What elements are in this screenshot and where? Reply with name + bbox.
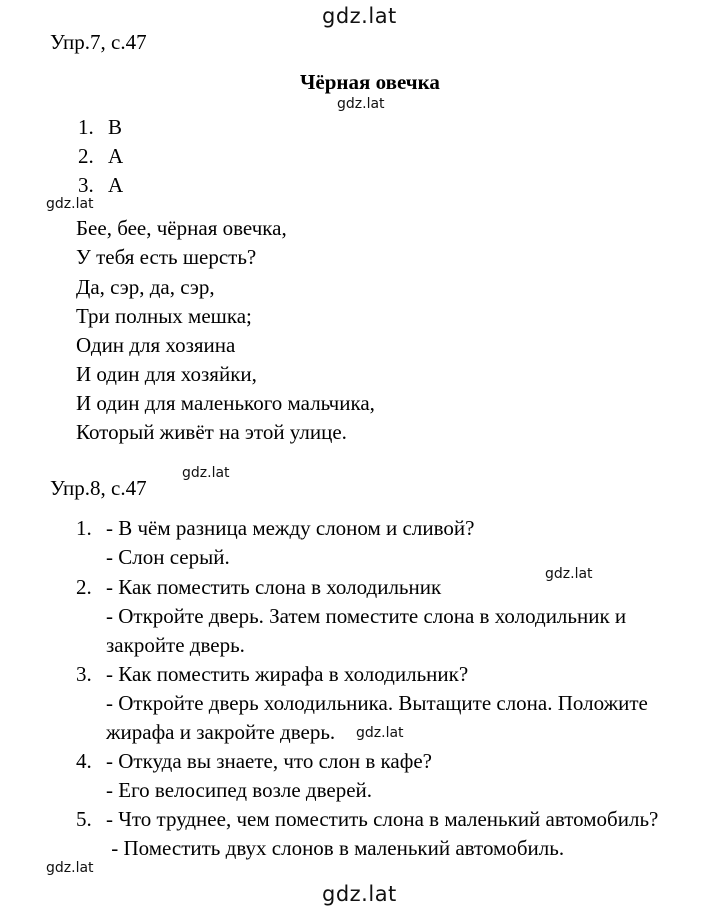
exercise-7-heading: Упр.7, с.47 (50, 30, 147, 54)
poem-line: У тебя есть шерсть? (76, 245, 257, 269)
poem-line: Три полных мешка; (76, 304, 252, 328)
dialog-question: 3. - Как поместить жирафа в холодильник? (76, 662, 469, 686)
dialog-answer: - Его велосипед возле дверей. (106, 778, 373, 802)
dialog-question: 4. - Откуда вы знаете, что слон в кафе? (76, 749, 432, 773)
watermark: gdz.lat (46, 196, 94, 212)
watermark: gdz.lat (545, 566, 593, 582)
watermark: gdz.lat (337, 96, 385, 112)
watermark: gdz.lat (182, 465, 230, 481)
dialog-answer: закройте дверь. (106, 633, 245, 657)
poem-line: Бее, бее, чёрная овечка, (76, 216, 287, 240)
watermark-bottom: gdz.lat (322, 882, 397, 906)
dialog-answer: - Поместить двух слонов в маленький автомобиль. (106, 836, 565, 860)
poem-title: Чёрная овечка (300, 70, 440, 94)
poem-line: И один для маленького мальчика, (76, 391, 375, 415)
poem-line: Который живёт на этой улице. (76, 420, 347, 444)
dialog-answer: - Откройте дверь холодильника. Вытащите слона. Положите (106, 691, 648, 715)
dialog-question: 5. - Что труднее, чем поместить слона в маленький автомобиль? (76, 807, 659, 831)
dialog-answer: - Слон серый. (106, 545, 230, 569)
answer-item: 3. A (78, 173, 124, 197)
exercise-8-heading: Упр.8, с.47 (50, 476, 147, 500)
answer-item: 1. B (78, 115, 123, 139)
dialog-answer: - Откройте дверь. Затем поместите слона в холодильник и (106, 604, 627, 628)
dialog-question: 2. - Как поместить слона в холодильник (76, 575, 442, 599)
watermark-top: gdz.lat (322, 4, 397, 28)
answer-item: 2. A (78, 144, 124, 168)
poem-line: Да, сэр, да, сэр, (76, 275, 215, 299)
poem-line: Один для хозяина (76, 333, 236, 357)
dialog-answer: жирафа и закройте дверь. (106, 720, 336, 744)
dialog-question: 1. - В чём разница между слоном и сливой? (76, 516, 475, 540)
poem-line: И один для хозяйки, (76, 362, 257, 386)
watermark: gdz.lat (356, 725, 404, 741)
watermark: gdz.lat (46, 860, 94, 876)
